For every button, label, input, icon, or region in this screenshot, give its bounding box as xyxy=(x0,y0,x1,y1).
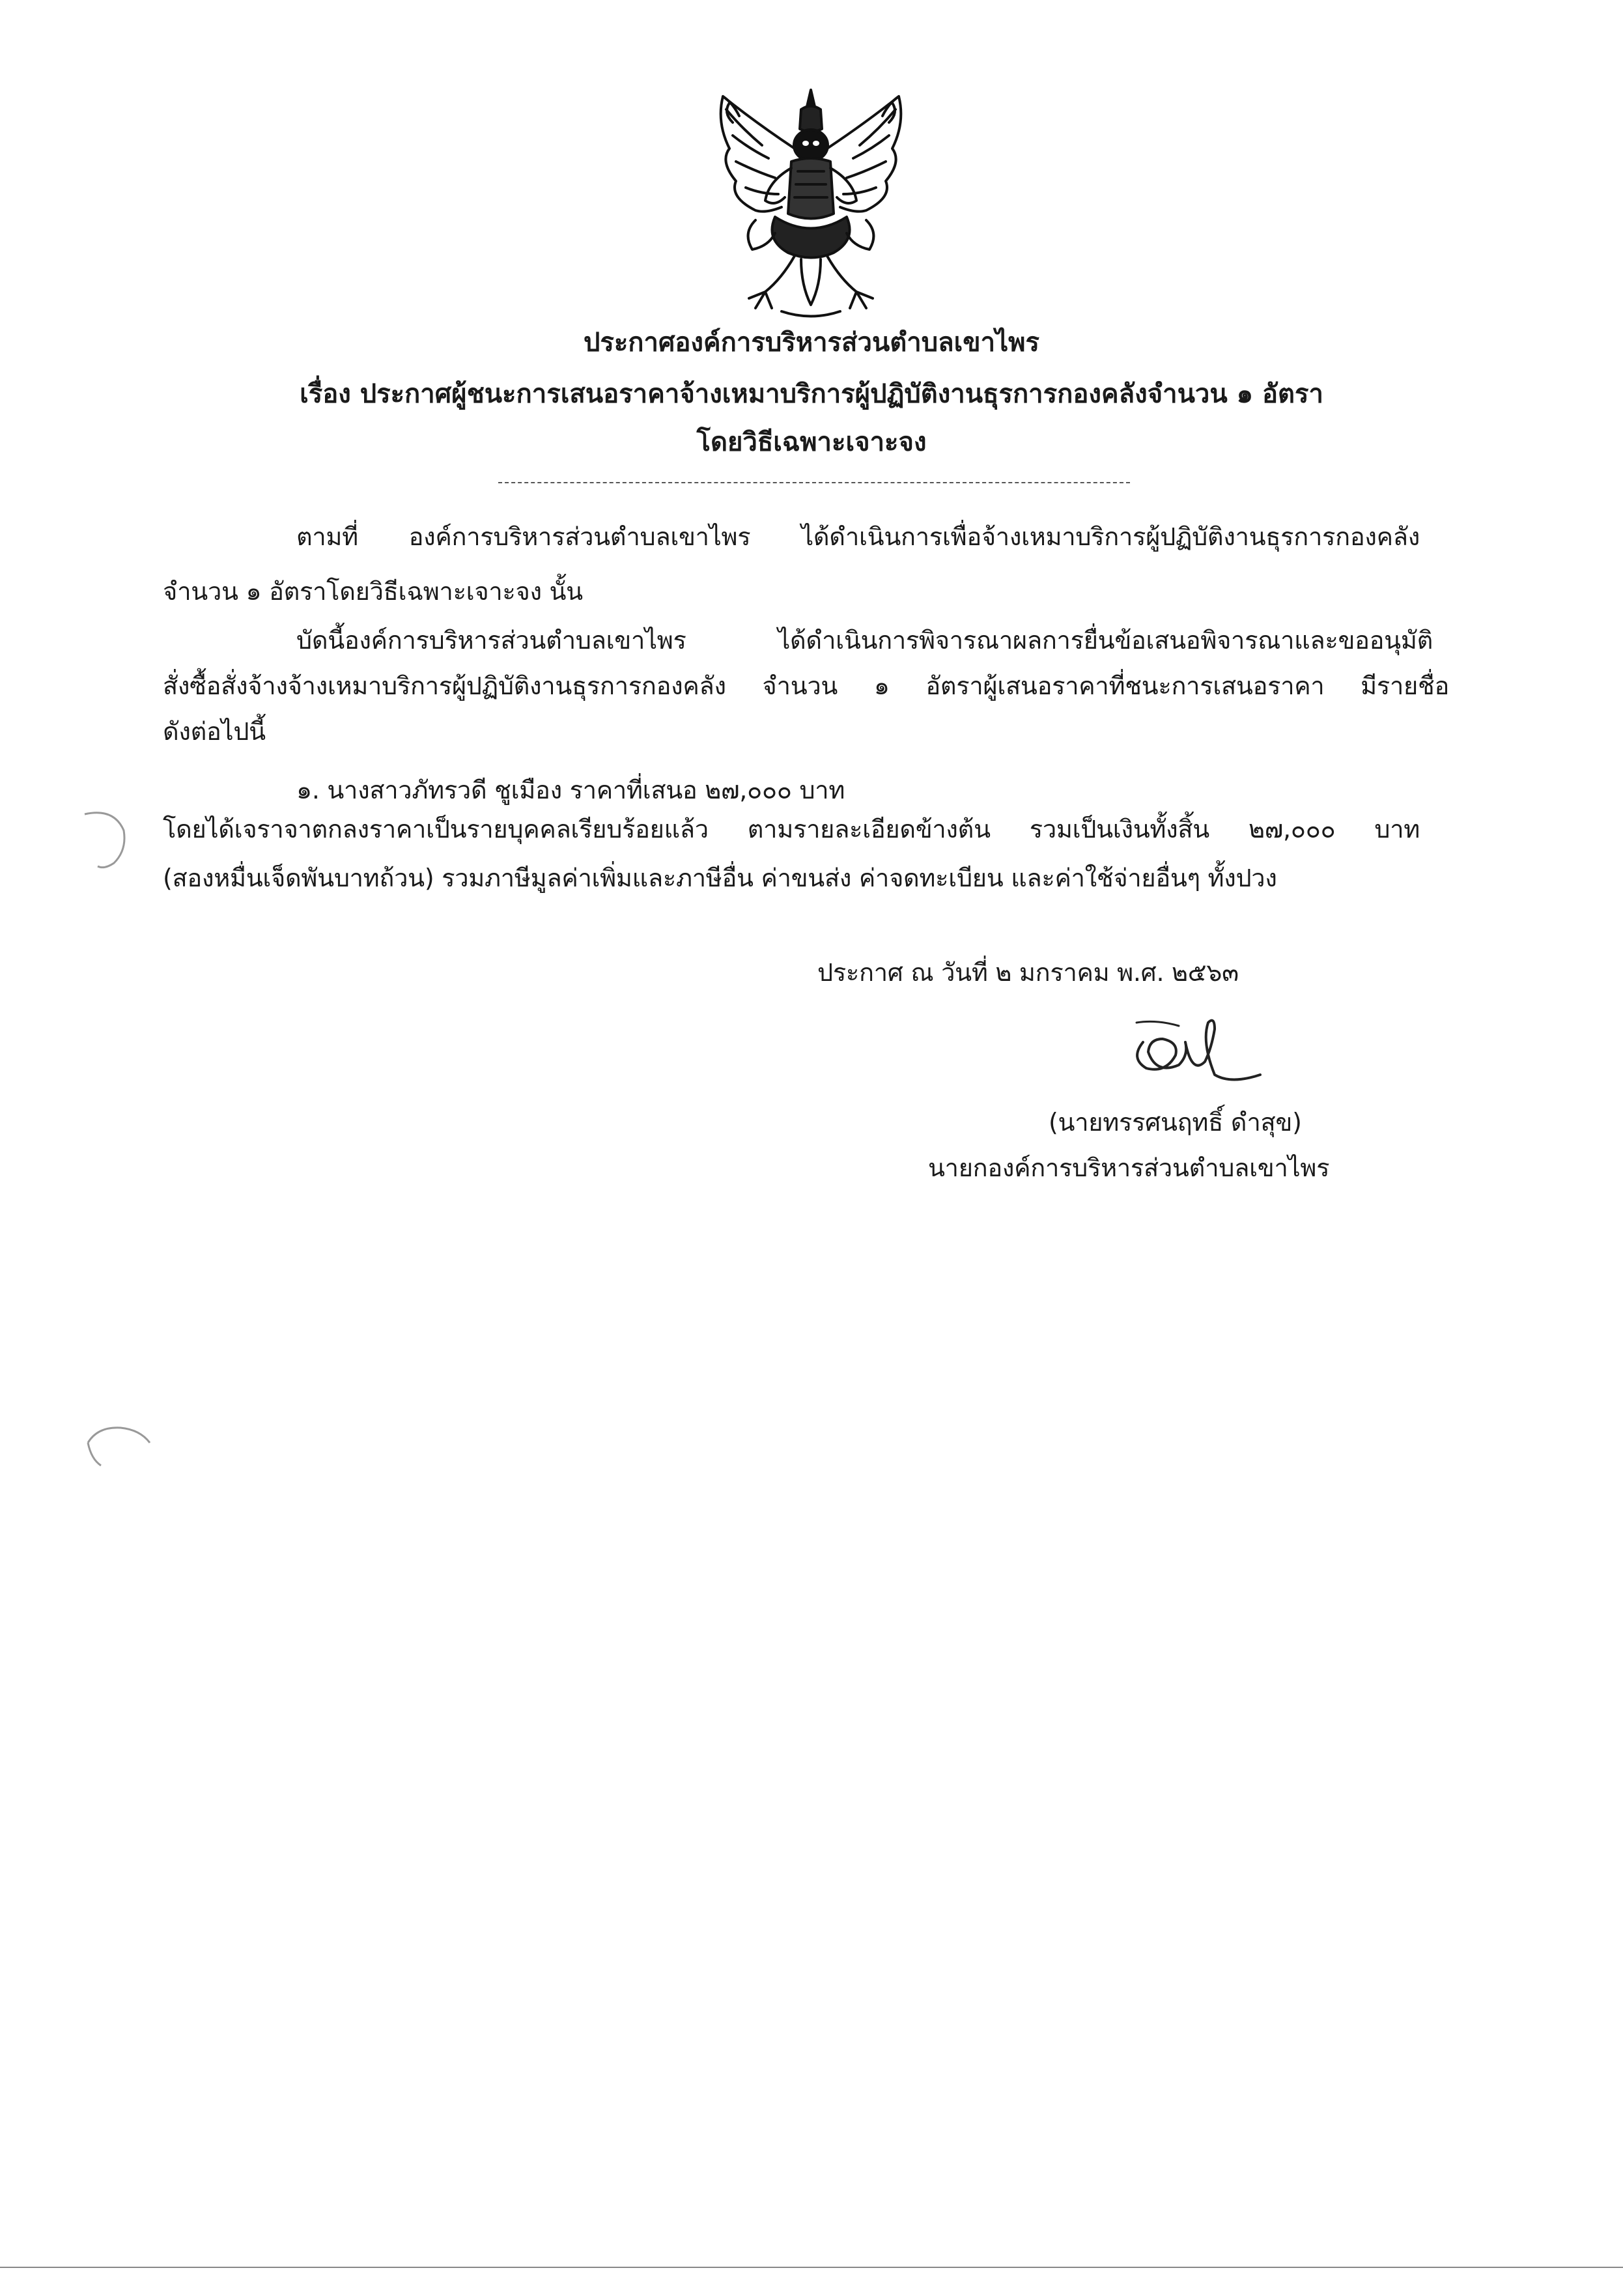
paragraph-2-line-3: ดังต่อไปนี้ xyxy=(163,717,266,746)
punch-hole-mark xyxy=(78,804,130,876)
scan-edge-line xyxy=(0,2267,1623,2268)
announcement-title: ประกาศองค์การบริหารส่วนตำบลเขาไพร xyxy=(583,328,1040,358)
handwritten-signature xyxy=(1117,1003,1267,1094)
garuda-emblem-icon xyxy=(703,83,918,324)
paragraph-3-line-2: (สองหมื่นเจ็ดพันบาทถ้วน) รวมภาษีมูลค่าเพิ่มและภาษีอื่น ค่าขนส่ง ค่าจดทะเบียน และค่าใช้จ่ายอื่นๆ ทั้งปวง xyxy=(163,864,1277,892)
winner-list-item: ๑. นางสาวภัทรวดี ชูเมือง ราคาที่เสนอ ๒๗,๐๐๐ บาท xyxy=(296,776,845,804)
paragraph-2-line-1: บัดนี้องค์การบริหารส่วนตำบลเขาไพร ได้ดำเนินการพิจารณาผลการยื่นข้อเสนอพิจารณาและขออนุมัติ xyxy=(296,626,1433,655)
paragraph-1-line-2: จำนวน ๑ อัตราโดยวิธีเฉพาะเจาะจง นั้น xyxy=(163,577,583,606)
paragraph-1-line-1: ตามที่ องค์การบริหารส่วนตำบลเขาไพร ได้ดำเนินการเพื่อจ้างเหมาบริการผู้ปฏิบัติงานธุรการกองคลัง xyxy=(296,522,1420,551)
announcement-date: ประกาศ ณ วันที่ ๒ มกราคม พ.ศ. ๒๕๖๓ xyxy=(817,958,1239,987)
dashed-divider xyxy=(498,482,1130,483)
paragraph-2-line-2: สั่งซื้อสั่งจ้างจ้างเหมาบริการผู้ปฏิบัติงานธุรการกองคลัง จำนวน ๑ อัตราผู้เสนอราคาที่ชนะการเสนอราคา มีรายชื่อ xyxy=(163,672,1449,700)
announcement-method: โดยวิธีเฉพาะเจาะจง xyxy=(696,427,927,457)
punch-hole-mark xyxy=(85,1413,156,1472)
announcement-subject: เรื่อง ประกาศผู้ชนะการเสนอราคาจ้างเหมาบริการผู้ปฏิบัติงานธุรการกองคลังจำนวน ๑ อัตรา xyxy=(300,379,1323,409)
signer-name: (นายทรรศนฤทธิ์ ดำสุข) xyxy=(1049,1108,1302,1137)
signer-title: นายกองค์การบริหารส่วนตำบลเขาไพร xyxy=(928,1154,1330,1182)
paragraph-3-line-1: โดยได้เจราจาตกลงราคาเป็นรายบุคคลเรียบร้อยแล้ว ตามรายละเอียดข้างต้น รวมเป็นเงินทั้งสิ้น ๒๗,๐๐๐ บาท xyxy=(163,815,1420,843)
